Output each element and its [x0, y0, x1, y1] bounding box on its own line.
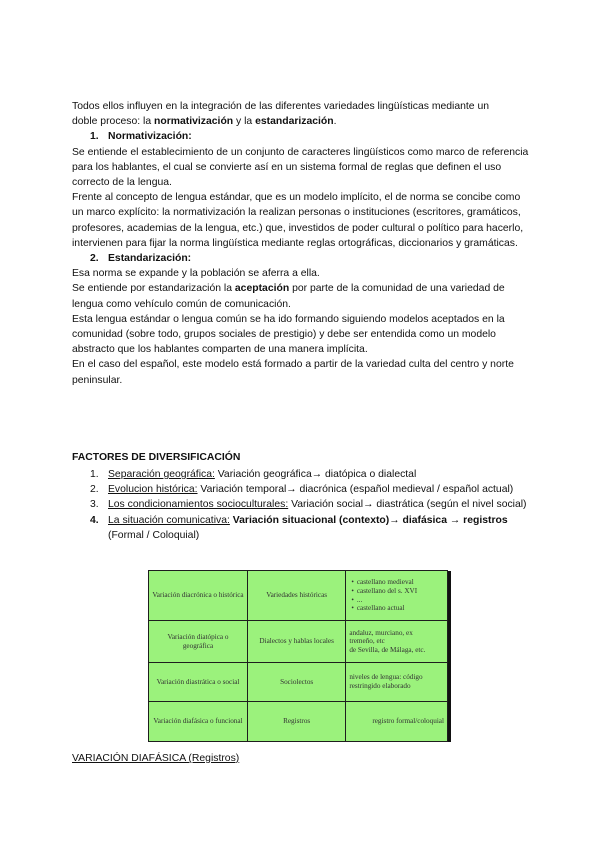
- table-row: [149, 621, 448, 663]
- section-number: 1.: [90, 131, 99, 143]
- table-cell: Variación diafásica o funcional: [149, 702, 248, 742]
- section-2-paragraph-2: [72, 281, 532, 311]
- factor-item-1: [72, 467, 532, 482]
- intro-text: y la: [233, 116, 256, 128]
- list-item: • castellano del s. XVI: [359, 587, 444, 596]
- table-row: [149, 571, 448, 621]
- factor-item-2: [72, 482, 532, 497]
- table-cell: Dialectos y hablas locales: [247, 621, 345, 663]
- factor-label: La situación comunicativa:: [108, 514, 230, 526]
- table-cell: registro formal/coloquial: [346, 702, 448, 742]
- table-cell: [346, 621, 448, 663]
- term-normativizacion: normativización: [154, 116, 234, 128]
- term-estandarizacion: estandarización: [255, 116, 334, 128]
- table-cell: Variación diatópica o geográfica: [149, 621, 248, 663]
- cell-line: restringido elaborado: [349, 682, 411, 690]
- section-title: Normativización:: [108, 131, 192, 143]
- paragraph-text: por parte de la comunidad de una variedad de lengua como vehículo común de comunicación.: [72, 283, 505, 310]
- list-item: • ...: [359, 596, 444, 605]
- historical-varieties-list: [349, 578, 444, 612]
- section-1-paragraph-1: Se entiende el establecimiento de un conjunto de caracteres lingüísticos como marco de referencia para los hablantes, el cual se convierte así en un sistema formal de reglas que definen el uso correcto de la lengua.: [72, 146, 529, 189]
- table-row: [149, 702, 448, 742]
- factor-number: 1.: [90, 469, 99, 480]
- list-item: • castellano medieval: [359, 578, 444, 587]
- factor-bold-text: Variación situacional (contexto)→ diafásica → registros: [229, 514, 508, 526]
- table-row: [149, 663, 448, 702]
- intro-paragraph: [72, 99, 532, 129]
- section-number: 2.: [90, 253, 99, 265]
- factor-number: 3.: [90, 499, 99, 511]
- factores-title: FACTORES DE DIVERSIFICACIÓN: [72, 452, 241, 463]
- factor-text: Variación temporal→ diacrónica (español medieval / español actual): [197, 484, 514, 496]
- variation-table: [148, 570, 448, 742]
- factor-item-4: [72, 513, 532, 543]
- section-2-paragraph-1: Esa norma se expande y la población se aferra a ella.: [72, 268, 320, 280]
- table-cell: [346, 571, 448, 621]
- table-cell: Variación diastrática o social: [149, 663, 248, 702]
- factor-item-3: [72, 497, 532, 512]
- cell-line: andaluz, murciano, ex: [349, 628, 413, 637]
- factor-label: Evolucion histórica:: [108, 484, 198, 496]
- intro-line-1: Todos ellos influyen en la integración de las diferentes variedades lingüísticas mediante un: [72, 101, 490, 112]
- table-cell: Variedades históricas: [247, 571, 345, 621]
- section-2-heading: [72, 251, 532, 266]
- intro-text: .: [333, 116, 337, 128]
- table-cell: Registros: [247, 702, 345, 742]
- paragraph-text: Se entiende por estandarización la: [72, 283, 235, 295]
- section-2-paragraph-4: En el caso del español, este modelo está formado a partir de la variedad culta del centro y norte peninsular.: [72, 359, 514, 386]
- section-2-paragraph-3: Esta lengua estándar o lengua común se ha ido formando siguiendo modelos aceptados en la comunidad (sobre todo, grupos sociales de prestigio) y debe ser entendida como un modelo abstracto que los hablantes comparten de una manera implícita.: [72, 313, 505, 356]
- table-cell: Sociolectos: [247, 663, 345, 702]
- cell-line: tremeño, etc: [349, 637, 385, 646]
- factores-list: [72, 467, 532, 543]
- section-1-paragraph-2: Frente al concepto de lengua estándar, que es un modelo implícito, el de norma se concibe como un marco explícito: la normativización la realizan personas o instituciones (escritores, gramáticos, profesores, academias de la lengua, etc.) que, investidos de poder cultural o político para hacerlo, intervienen para fijar la norma lingüística mediante reglas ortográficas, diccionarios y gramáticas.: [72, 192, 524, 249]
- factor-number: 4.: [90, 514, 99, 526]
- factor-text: Variación geográfica→ diatópica o dialectal: [214, 469, 417, 480]
- table-cell: Variación diacrónica o histórica: [149, 571, 248, 621]
- body-text: [72, 99, 532, 388]
- section-1-heading: [72, 129, 532, 144]
- variacion-diafasica-heading: VARIACIÓN DIAFÁSICA (Registros): [72, 753, 240, 764]
- list-item: • castellano actual: [359, 604, 444, 613]
- intro-text: doble proceso: la: [72, 116, 155, 128]
- section-title: Estandarización:: [108, 253, 192, 265]
- factor-number: 2.: [90, 484, 99, 496]
- cell-line: de Sevilla, de Málaga, etc.: [349, 645, 426, 654]
- factor-label: Separación geográfica:: [108, 469, 215, 480]
- table-cell: [346, 663, 448, 702]
- factor-text: Variación social→ diastrática (según el nivel social): [288, 499, 527, 511]
- factor-text: (Formal / Coloquial): [108, 529, 200, 541]
- cell-line: niveles de lengua: código: [349, 673, 423, 682]
- term-aceptacion: aceptación: [234, 283, 290, 295]
- factor-label: Los condicionamientos socioculturales:: [108, 499, 289, 511]
